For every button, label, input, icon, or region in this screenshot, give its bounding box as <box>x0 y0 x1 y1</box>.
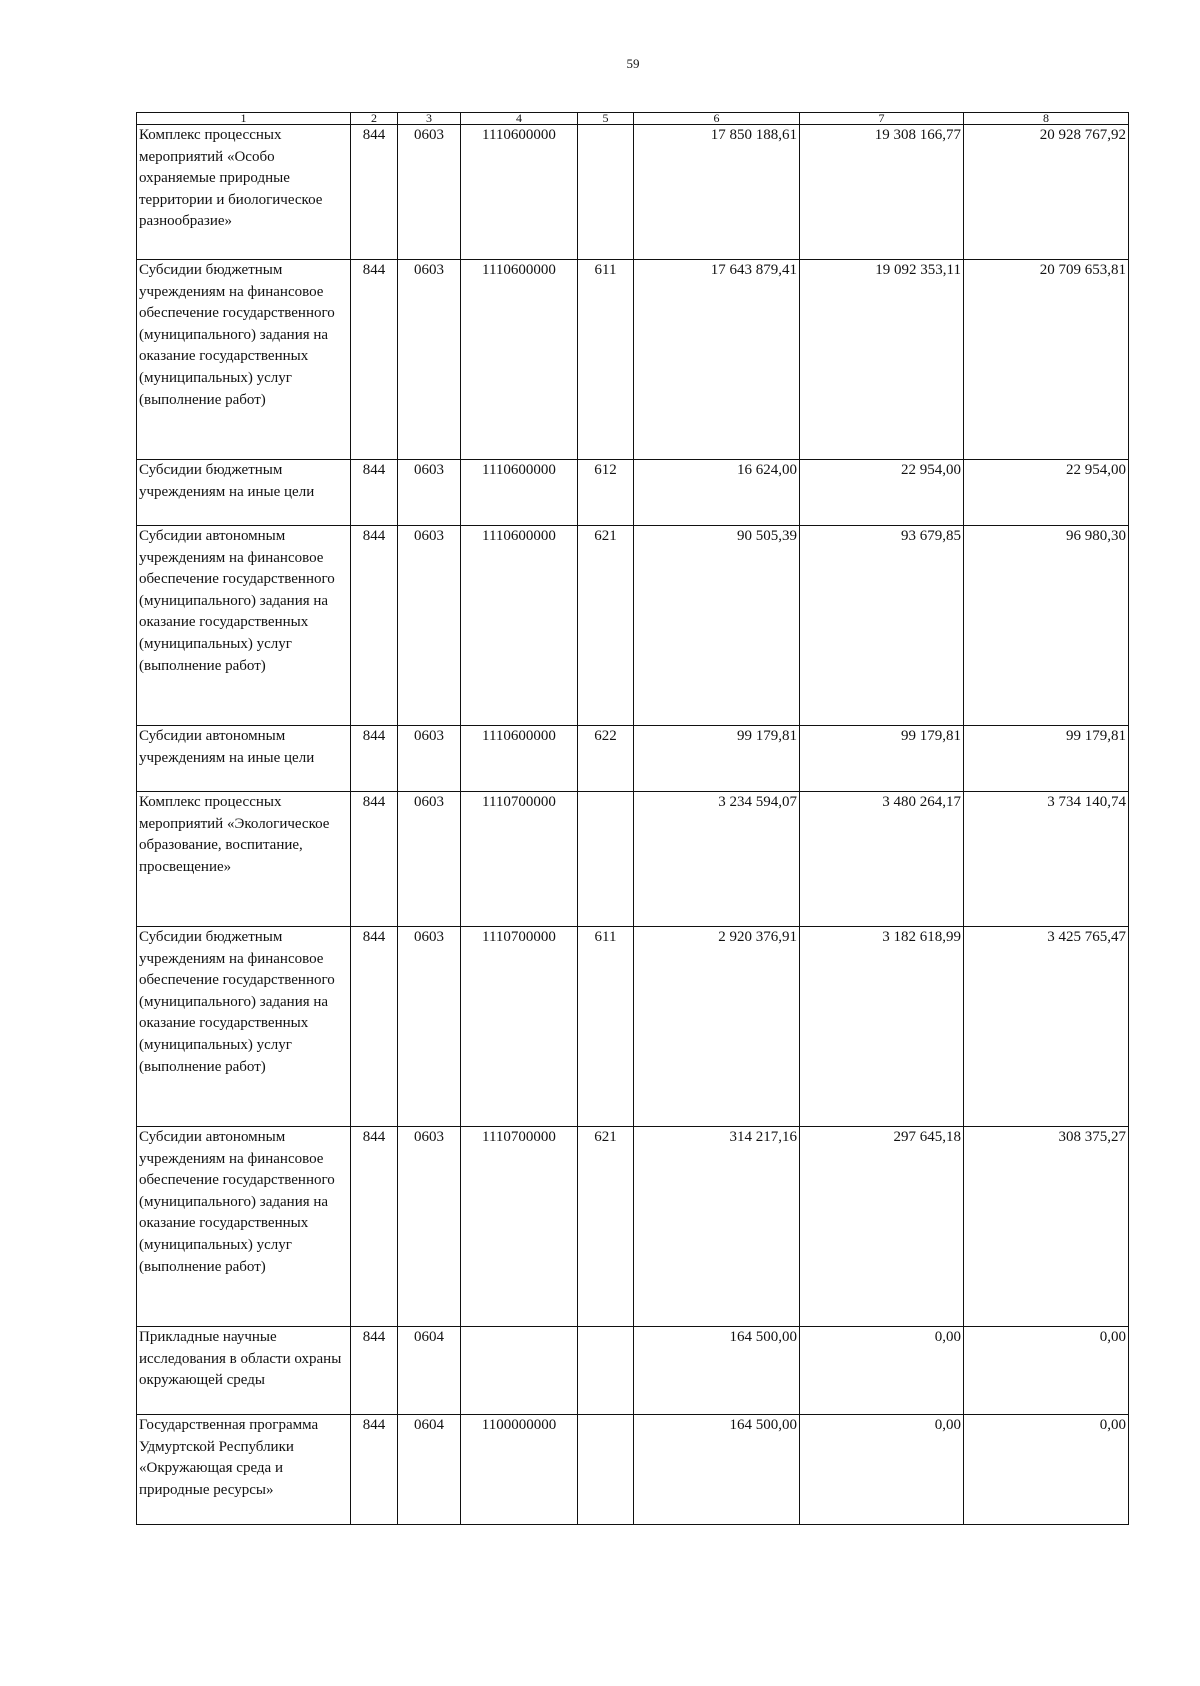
row-rzpr: 0603 <box>398 1127 461 1327</box>
row-sum-3: 3 425 765,47 <box>964 927 1129 1127</box>
row-csr: 1110600000 <box>461 526 578 726</box>
row-name: Прикладные научные исследования в области охраны окружающей среды <box>137 1327 351 1415</box>
row-rzpr: 0603 <box>398 526 461 726</box>
table-row <box>137 125 1129 260</box>
row-name: Субсидии бюджетным учреждениям на иные цели <box>137 460 351 526</box>
row-sum-2: 19 092 353,11 <box>800 260 964 460</box>
row-ved: 844 <box>351 726 398 792</box>
row-sum-3: 99 179,81 <box>964 726 1129 792</box>
row-sum-2: 3 182 618,99 <box>800 927 964 1127</box>
row-ved: 844 <box>351 526 398 726</box>
row-sum-2: 0,00 <box>800 1327 964 1415</box>
table-row <box>137 927 1129 1127</box>
row-sum-2: 22 954,00 <box>800 460 964 526</box>
row-vr: 621 <box>578 1127 634 1327</box>
row-sum-2: 19 308 166,77 <box>800 125 964 260</box>
row-name: Комплекс процессных мероприятий «Экологическое образование, воспитание, просвещение» <box>137 792 351 927</box>
row-sum-1: 17 850 188,61 <box>634 125 800 260</box>
row-vr: 611 <box>578 927 634 1127</box>
row-vr <box>578 1415 634 1525</box>
row-ved: 844 <box>351 460 398 526</box>
row-sum-3: 0,00 <box>964 1327 1129 1415</box>
row-sum-2: 3 480 264,17 <box>800 792 964 927</box>
row-rzpr: 0603 <box>398 927 461 1127</box>
table-row <box>137 460 1129 526</box>
table-row <box>137 792 1129 927</box>
row-sum-1: 16 624,00 <box>634 460 800 526</box>
row-sum-3: 308 375,27 <box>964 1127 1129 1327</box>
row-vr <box>578 1327 634 1415</box>
row-csr: 1110600000 <box>461 460 578 526</box>
row-vr <box>578 792 634 927</box>
row-name: Субсидии автономным учреждениям на финансовое обеспечение государственного (муниципального) задания на оказание государственных (муниципальных) услуг (выполнение работ) <box>137 1127 351 1327</box>
row-name: Субсидии бюджетным учреждениям на финансовое обеспечение государственного (муниципального) задания на оказание государственных (муниципальных) услуг (выполнение работ) <box>137 260 351 460</box>
table-row <box>137 1415 1129 1525</box>
column-header: 8 <box>964 113 1129 125</box>
row-csr: 1110700000 <box>461 792 578 927</box>
row-rzpr: 0603 <box>398 460 461 526</box>
row-rzpr: 0603 <box>398 125 461 260</box>
row-sum-2: 0,00 <box>800 1415 964 1525</box>
table-row <box>137 1327 1129 1415</box>
row-csr: 1110600000 <box>461 125 578 260</box>
column-header: 2 <box>351 113 398 125</box>
row-rzpr: 0604 <box>398 1415 461 1525</box>
row-sum-1: 2 920 376,91 <box>634 927 800 1127</box>
row-sum-1: 164 500,00 <box>634 1327 800 1415</box>
column-number-row <box>137 113 1129 125</box>
row-vr: 611 <box>578 260 634 460</box>
row-rzpr: 0603 <box>398 792 461 927</box>
row-sum-2: 93 679,85 <box>800 526 964 726</box>
row-sum-1: 90 505,39 <box>634 526 800 726</box>
row-ved: 844 <box>351 792 398 927</box>
row-csr: 1110700000 <box>461 927 578 1127</box>
column-header: 3 <box>398 113 461 125</box>
row-name: Субсидии автономным учреждениям на финансовое обеспечение государственного (муниципального) задания на оказание государственных (муниципальных) услуг (выполнение работ) <box>137 526 351 726</box>
row-csr: 1100000000 <box>461 1415 578 1525</box>
row-name: Комплекс процессных мероприятий «Особо охраняемые природные территории и биологическое разнообразие» <box>137 125 351 260</box>
column-header: 4 <box>461 113 578 125</box>
row-sum-1: 17 643 879,41 <box>634 260 800 460</box>
row-sum-3: 96 980,30 <box>964 526 1129 726</box>
row-vr: 622 <box>578 726 634 792</box>
row-sum-1: 3 234 594,07 <box>634 792 800 927</box>
row-ved: 844 <box>351 1127 398 1327</box>
row-ved: 844 <box>351 1327 398 1415</box>
row-csr: 1110600000 <box>461 260 578 460</box>
row-csr: 1110600000 <box>461 726 578 792</box>
row-csr <box>461 1327 578 1415</box>
row-sum-2: 297 645,18 <box>800 1127 964 1327</box>
row-sum-2: 99 179,81 <box>800 726 964 792</box>
table-row <box>137 260 1129 460</box>
table-row <box>137 1127 1129 1327</box>
row-sum-3: 0,00 <box>964 1415 1129 1525</box>
column-header: 6 <box>634 113 800 125</box>
column-header: 7 <box>800 113 964 125</box>
row-vr: 612 <box>578 460 634 526</box>
row-ved: 844 <box>351 927 398 1127</box>
row-rzpr: 0603 <box>398 260 461 460</box>
row-ved: 844 <box>351 1415 398 1525</box>
row-ved: 844 <box>351 260 398 460</box>
row-vr <box>578 125 634 260</box>
row-sum-1: 99 179,81 <box>634 726 800 792</box>
row-sum-3: 20 928 767,92 <box>964 125 1129 260</box>
row-sum-3: 3 734 140,74 <box>964 792 1129 927</box>
row-name: Государственная программа Удмуртской Республики «Окружающая среда и природные ресурсы» <box>137 1415 351 1525</box>
row-sum-1: 314 217,16 <box>634 1127 800 1327</box>
column-header: 5 <box>578 113 634 125</box>
table-row <box>137 526 1129 726</box>
page-number: 59 <box>626 56 640 71</box>
row-name: Субсидии автономным учреждениям на иные цели <box>137 726 351 792</box>
row-sum-3: 22 954,00 <box>964 460 1129 526</box>
row-rzpr: 0603 <box>398 726 461 792</box>
row-rzpr: 0604 <box>398 1327 461 1415</box>
table-row <box>137 726 1129 792</box>
row-sum-1: 164 500,00 <box>634 1415 800 1525</box>
row-ved: 844 <box>351 125 398 260</box>
column-header: 1 <box>137 113 351 125</box>
row-name: Субсидии бюджетным учреждениям на финансовое обеспечение государственного (муниципального) задания на оказание государственных (муниципальных) услуг (выполнение работ) <box>137 927 351 1127</box>
row-vr: 621 <box>578 526 634 726</box>
row-sum-3: 20 709 653,81 <box>964 260 1129 460</box>
row-csr: 1110700000 <box>461 1127 578 1327</box>
budget-table <box>136 112 1129 1525</box>
